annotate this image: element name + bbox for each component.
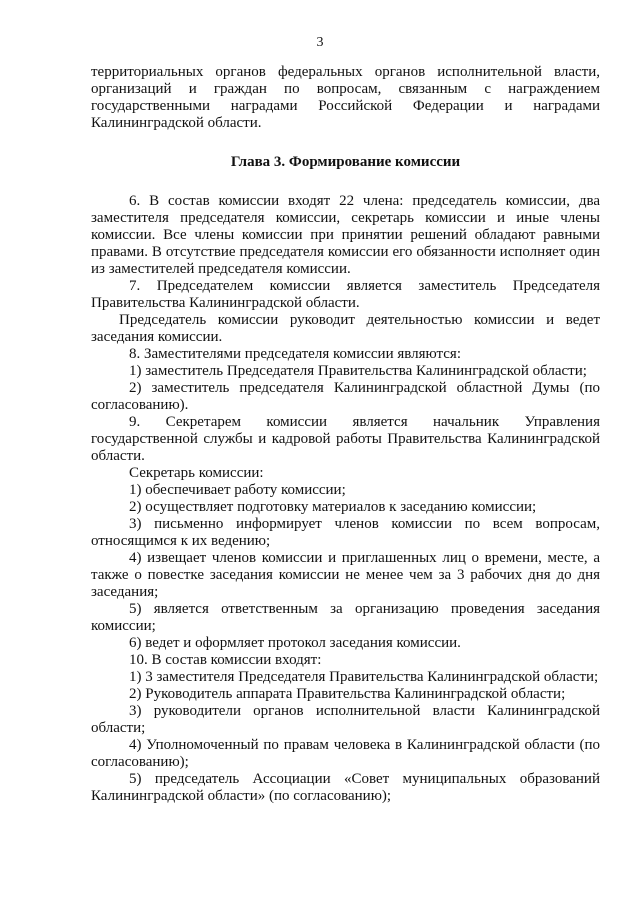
- list-item-10-5: 5) председатель Ассоциации «Совет муниципальных образований Калининградской области» (по согласованию);: [91, 771, 600, 804]
- list-item-secretary-1: 1) обеспечивает работу комиссии;: [129, 482, 346, 498]
- document-body: [91, 64, 600, 805]
- paragraph-chairman-duties: Председатель комиссии руководит деятельностью комиссии и ведет заседания комиссии.: [91, 312, 600, 345]
- list-item-10-1: 1) 3 заместителя Председателя Правительства Калининградской области;: [129, 669, 599, 685]
- paragraph-item-6: 6. В состав комиссии входят 22 члена: председатель комиссии, два заместителя председателя комиссии, секретарь комиссии и иные члены комиссии. Все члены комиссии при принятии решений обладают равными правами. В отсутствие председателя комиссии его обязанности исполняет один из заместителей председателя комиссии.: [91, 193, 600, 277]
- list-item-secretary-5: 5) является ответственным за организацию проведения заседания комиссии;: [91, 601, 600, 634]
- list-item-secretary-2: 2) осуществляет подготовку материалов к заседанию комиссии;: [129, 499, 537, 515]
- page-number: 3: [316, 35, 324, 50]
- list-item-secretary-4: 4) извещает членов комиссии и приглашенных лиц о времени, месте, а также о повестке заседания комиссии не менее чем за 3 рабочих дня до дня заседания;: [91, 550, 600, 600]
- paragraph-item-10: 10. В состав комиссии входят:: [129, 652, 322, 668]
- list-item-8-1: 1) заместитель Председателя Правительства Калининградской области;: [129, 363, 587, 379]
- chapter-heading: Глава 3. Формирование комиссии: [230, 154, 461, 170]
- paragraph-secretary-heading: Секретарь комиссии:: [129, 465, 264, 481]
- list-item-secretary-6: 6) ведет и оформляет протокол заседания комиссии.: [129, 635, 461, 651]
- paragraph-item-8: 8. Заместителями председателя комиссии являются:: [129, 346, 461, 362]
- paragraph-item-9: 9. Секретарем комиссии является начальник Управления государственной службы и кадровой работы Правительства Калининградской области.: [91, 414, 600, 464]
- list-item-secretary-3: 3) письменно информирует членов комиссии по всем вопросам, относящимся к их ведению;: [91, 516, 600, 549]
- list-item-10-3: 3) руководители органов исполнительной власти Калининградской области;: [91, 703, 600, 736]
- intro-paragraph: территориальных органов федеральных органов исполнительной власти, организаций и граждан по вопросам, связанным с награждением государственными наградами Российской Федерации и наградами Калининградской области.: [91, 64, 600, 131]
- list-item-8-2: 2) заместитель председателя Калининградской областной Думы (по согласованию).: [91, 380, 600, 413]
- list-item-10-2: 2) Руководитель аппарата Правительства Калининградской области;: [129, 686, 566, 702]
- paragraph-item-7: 7. Председателем комиссии является заместитель Председателя Правительства Калининградской области.: [91, 278, 600, 311]
- list-item-10-4: 4) Уполномоченный по правам человека в Калининградской области (по согласованию);: [91, 737, 600, 770]
